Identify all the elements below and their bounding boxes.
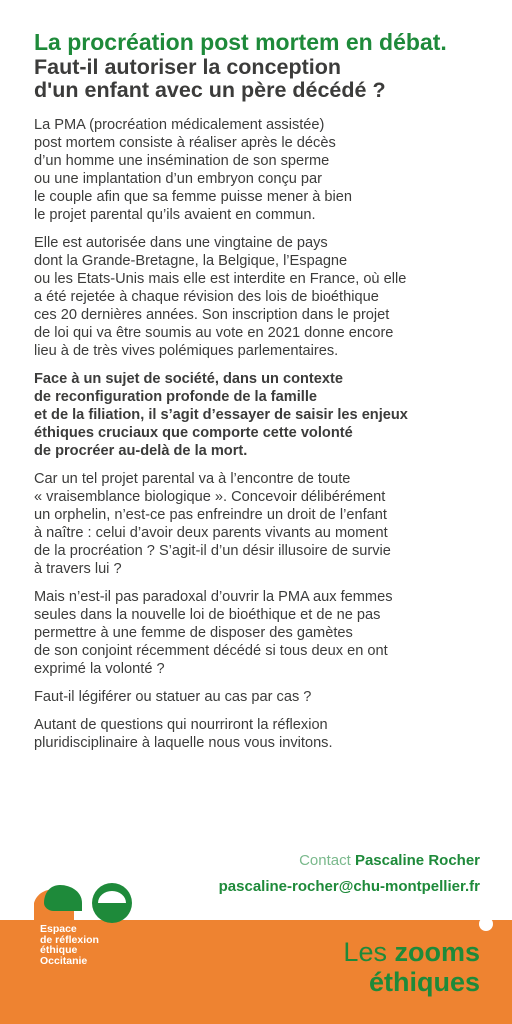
- contact-email-link[interactable]: pascaline-rocher@chu-montpellier.fr: [218, 878, 480, 895]
- main-content: [34, 30, 484, 752]
- contact-block: [219, 851, 480, 897]
- paragraph-highlight: Face à un sujet de société, dans un contexte de reconfiguration profonde de la famille et de la filiation, il s’agit d’essayer de saisir les enjeux éthiques cruciaux que comporte cette volonté de procréer au-delà de la mort.: [34, 371, 408, 459]
- paragraph-paradox: Mais n’est-il pas paradoxal d’ouvrir la PMA aux femmes seules dans la nouvelle loi de bioéthique et de ne pas permettre à une femme de disposer des gamètes de son conjoint récemment décédé si tous deux en ont exprimé la volonté ?: [34, 589, 393, 677]
- page-title: La procréation post mortem en débat.: [34, 29, 447, 55]
- series-title-line2: éthiques: [368, 967, 480, 997]
- logo-label: Espace de réflexion éthique Occitanie: [40, 923, 99, 967]
- paragraph-invitation: Autant de questions qui nourriront la réflexion pluridisciplinaire à laquelle nous vous invitons.: [34, 717, 333, 751]
- page-subtitle: Faut-il autoriser la conception d'un enfant avec un père décédé ?: [34, 55, 386, 102]
- series-title-line1: [343, 937, 480, 967]
- paragraph-questions: Car un tel projet parental va à l’encontre de toute « vraisemblance biologique ». Concevoir délibérément un orphelin, n’est-ce pas enfreindre un droit de l’enfant à naître : celui d’avoir deux parents vivants au moment de la procréation ? S’agit-il d’un désir illusoire de survie à travers lui ?: [34, 471, 391, 577]
- ee-logo-icon: [34, 883, 144, 925]
- series-title-prefix: Les: [343, 937, 387, 967]
- series-title-bold: zooms: [394, 937, 480, 967]
- paragraph-definition: La PMA (procréation médicalement assistée) post mortem consiste à réaliser après le décès d’un homme une insémination de son sperme ou une implantation d’un embryon conçu par le couple afin que sa femme puisse mener à bien le projet parental qu’ils avaient en commun.: [34, 117, 353, 223]
- contact-name: Pascaline Rocher: [354, 852, 480, 869]
- paragraph-context: Elle est autorisée dans une vingtaine de pays dont la Grande-Bretagne, la Belgique, l’Espagne ou les Etats-Unis mais elle est interdite en France, où elle a été rejetée à chaque révision des lois de bioéthique ces 20 dernières années. Son inscription dans le projet de loi qui va être soumis au vote en 2021 donne encore lieu à de très vives polémiques parlementaires.: [34, 235, 407, 359]
- decorative-dot-icon: [479, 917, 493, 931]
- series-title: [343, 937, 480, 997]
- contact-label: Contact: [299, 852, 351, 869]
- paragraph-legislate: Faut-il légiférer ou statuer au cas par cas ?: [34, 689, 312, 705]
